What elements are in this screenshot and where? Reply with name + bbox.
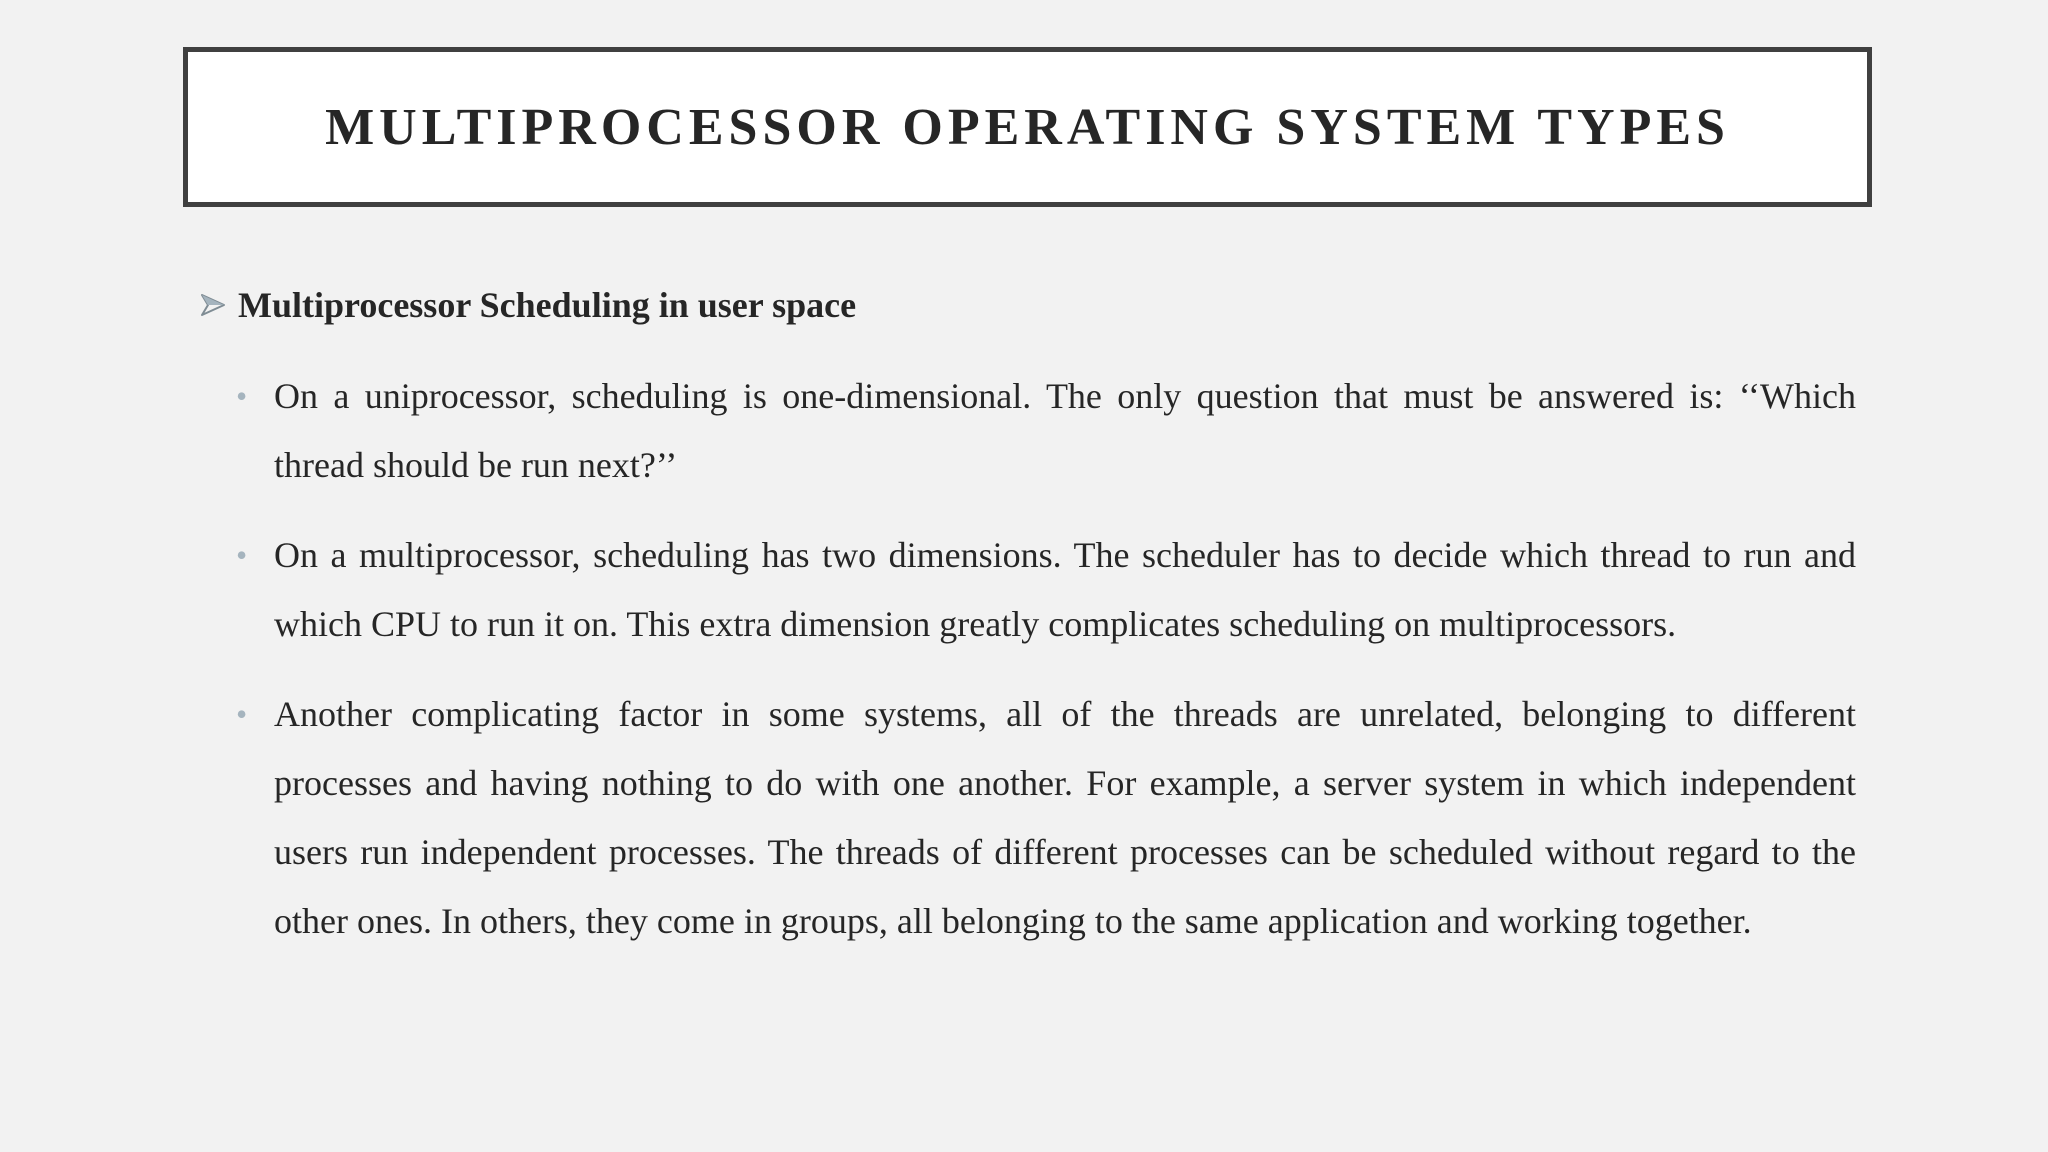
- title-box: [183, 47, 1872, 207]
- arrow-bullet-icon: [200, 290, 228, 320]
- bullet-item: [200, 680, 1860, 956]
- section-heading: [200, 278, 1860, 332]
- bullet-text: Another complicating factor in some systems, all of the threads are unrelated, belonging to different processes and having nothing to do with one another. For example, a server system in which independent users run independent processes. The threads of different processes can be scheduled without regard to the other ones. In others, they come in groups, all belonging to the same application and working together.: [274, 694, 1856, 941]
- slide-title: MULTIPROCESSOR OPERATING SYSTEM TYPES: [325, 98, 1730, 156]
- bullet-item: [200, 521, 1860, 659]
- bullet-item: [200, 362, 1860, 500]
- bullet-text: On a uniprocessor, scheduling is one-dimensional. The only question that must be answered is: ‘‘Which thread should be run next?’’: [274, 376, 1856, 485]
- bullet-list: [200, 362, 1860, 956]
- bullet-dot-icon: •: [236, 378, 248, 414]
- arrow-bullet-svg: [200, 292, 226, 318]
- section-heading-text: Multiprocessor Scheduling in user space: [238, 285, 857, 325]
- bullet-text: On a multiprocessor, scheduling has two dimensions. The scheduler has to decide which thread to run and which CPU to run it on. This extra dimension greatly complicates scheduling on multiprocessors.: [274, 535, 1856, 644]
- bullet-dot-icon: •: [236, 696, 248, 732]
- slide-content: [200, 278, 1860, 977]
- bullet-dot-icon: •: [236, 537, 248, 573]
